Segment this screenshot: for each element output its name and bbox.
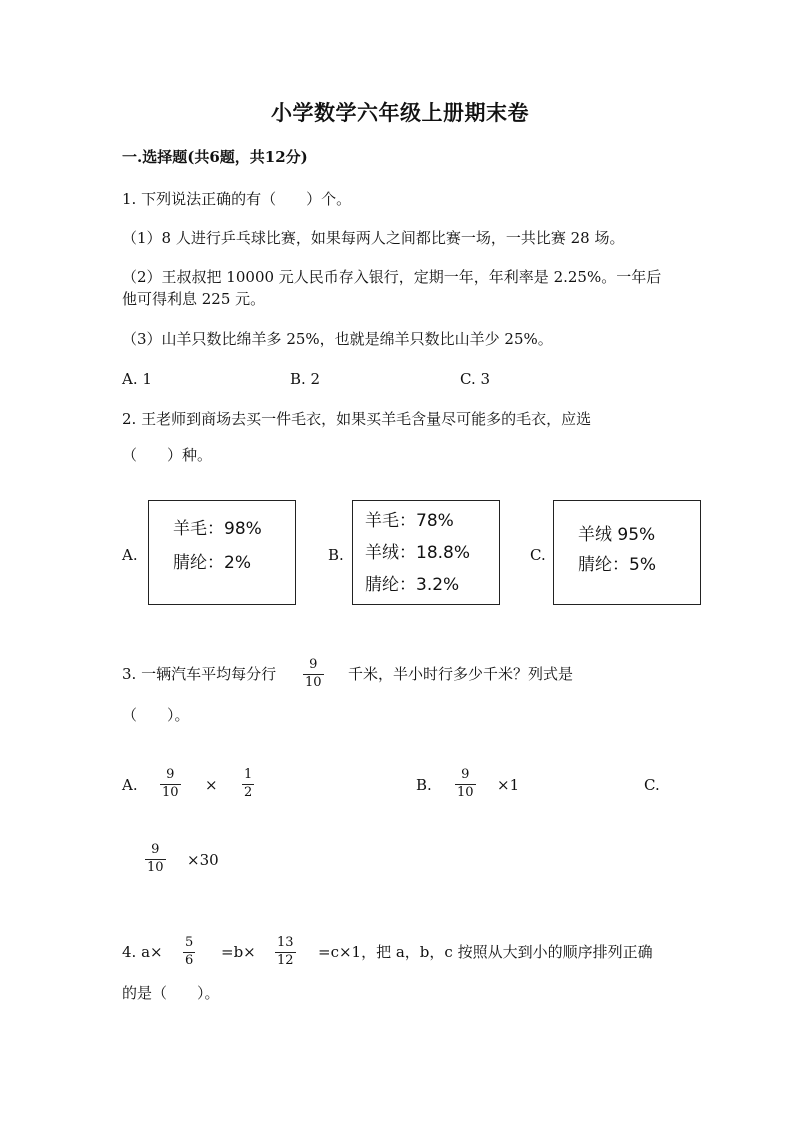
q4-frac2-den: 12 xyxy=(277,952,294,968)
section-heading: 一.选择题(共6题，共12分) xyxy=(122,148,308,166)
q2-a-line-2: 腈纶：2% xyxy=(173,553,251,573)
q2-b-line-3: 腈纶：3.2% xyxy=(365,575,460,595)
q1-option-c: C. 3 xyxy=(460,370,491,388)
q2-option-a-label: A. xyxy=(122,546,138,564)
q2-stem: 2. 王老师到商场去买一件毛衣，如果买羊毛含量尽可能多的毛衣，应选 xyxy=(122,410,592,428)
q3-a-frac1-den: 10 xyxy=(162,784,179,800)
q4-fraction-2 xyxy=(275,936,296,969)
q1-option-a: A. 1 xyxy=(122,370,152,388)
q1-item-2: （2）王叔叔把 10000 元人民币存入银行，定期一年，年利率是 2.25%。一年后 xyxy=(122,268,662,286)
q2-b-line-1: 羊毛：78% xyxy=(365,511,454,531)
q3-option-a-label: A. xyxy=(122,776,138,794)
q3-c-frac-num: 9 xyxy=(151,842,160,857)
page-title: 小学数学六年级上册期末卷 xyxy=(271,100,529,125)
q3-a-fraction-2 xyxy=(242,768,254,801)
q1-stem: 1. 下列说法正确的有（ ）个。 xyxy=(122,190,352,208)
q3-b-frac-den: 10 xyxy=(457,784,474,800)
q3-c-rest: ×30 xyxy=(187,851,219,869)
q1-item-1: （1）8 人进行乒乓球比赛，如果每两人之间都比赛一场，一共比赛 28 场。 xyxy=(122,229,625,247)
q3-a-frac2-den: 2 xyxy=(244,784,253,800)
q2-stem-cont: （ ）种。 xyxy=(122,446,213,464)
q2-option-a-box xyxy=(148,500,296,605)
q2-c-line-1: 羊绒 95% xyxy=(578,525,656,545)
q3-c-fraction xyxy=(145,843,166,876)
q4-part-1: 4. a× xyxy=(122,943,163,961)
q3-stem-after: 千米，半小时行多少千米？列式是 xyxy=(348,665,574,683)
q2-a-line-1: 羊毛：98% xyxy=(173,519,262,539)
q2-c-line-2: 腈纶：5% xyxy=(578,555,656,575)
q1-item-2-cont: 他可得利息 225 元。 xyxy=(122,290,266,308)
q3-b-rest: ×1 xyxy=(497,776,520,794)
q3-option-c-label: C. xyxy=(644,776,660,794)
q4-frac1-num: 5 xyxy=(185,935,194,950)
q4-part-3: =c×1，把 a，b，c 按照从大到小的顺序排列正确 xyxy=(318,943,653,961)
q3-frac-denominator: 10 xyxy=(305,674,322,690)
q2-option-b-box xyxy=(352,500,500,605)
q2-option-c-label: C. xyxy=(530,546,546,564)
q4-frac1-den: 6 xyxy=(185,952,194,968)
q3-stem-cont: （ ）。 xyxy=(122,706,190,724)
q3-stem-before: 3. 一辆汽车平均每分行 xyxy=(122,665,277,683)
q3-option-b-label: B. xyxy=(416,776,432,794)
q2-b-line-2: 羊绒：18.8% xyxy=(365,543,471,563)
q3-a-frac2-num: 1 xyxy=(244,767,253,782)
q4-fraction-1 xyxy=(183,936,195,969)
q1-item-3: （3）山羊只数比绵羊多 25%，也就是绵羊只数比山羊少 25%。 xyxy=(122,330,553,348)
q3-fraction xyxy=(303,658,324,691)
q4-stem-cont: 的是（ ）。 xyxy=(122,984,220,1002)
q3-a-operator: × xyxy=(205,776,218,794)
q3-c-frac-den: 10 xyxy=(147,859,164,875)
q4-frac2-num: 13 xyxy=(277,935,294,950)
q3-b-frac-num: 9 xyxy=(461,767,470,782)
q2-option-c-box xyxy=(553,500,701,605)
q3-a-fraction-1 xyxy=(160,768,181,801)
q3-frac-numerator: 9 xyxy=(309,657,318,672)
q2-option-b-label: B. xyxy=(328,546,344,564)
q3-b-fraction xyxy=(455,768,476,801)
q1-option-b: B. 2 xyxy=(290,370,321,388)
q4-part-2: =b× xyxy=(221,943,256,961)
q3-a-frac1-num: 9 xyxy=(166,767,175,782)
